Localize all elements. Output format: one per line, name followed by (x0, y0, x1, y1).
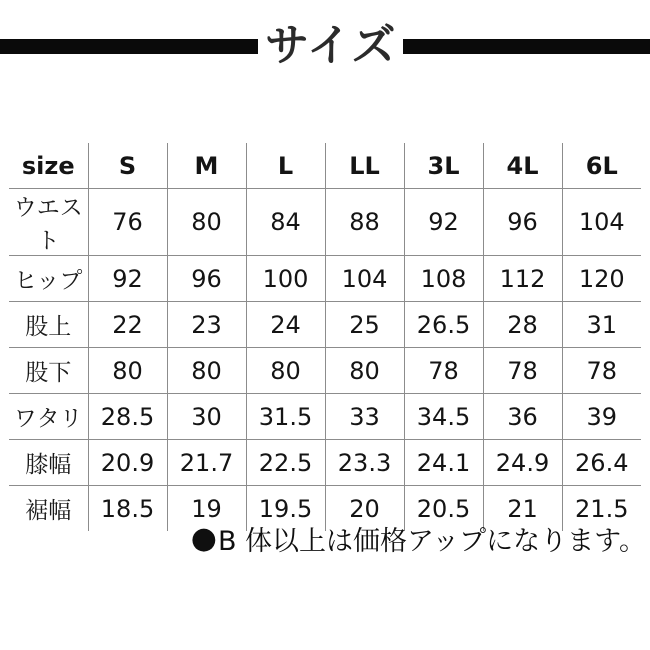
row-label: 膝幅 (9, 440, 88, 486)
value-cell: 96 (167, 256, 246, 302)
value-cell: 96 (483, 189, 562, 256)
price-note-text: B 体以上は価格アップになります。 (217, 526, 646, 557)
value-cell: 21.5 (562, 486, 641, 532)
value-cell: 19 (167, 486, 246, 532)
value-cell: 31 (562, 302, 641, 348)
title-band (0, 16, 650, 76)
value-cell: 76 (88, 189, 167, 256)
value-cell: 28 (483, 302, 562, 348)
size-table-header-row (9, 143, 641, 189)
value-cell: 24.9 (483, 440, 562, 486)
size-table (9, 143, 641, 531)
value-cell: 104 (325, 256, 404, 302)
value-cell: 104 (562, 189, 641, 256)
title-right-bar (403, 39, 650, 54)
value-cell: 80 (167, 189, 246, 256)
value-cell: 112 (483, 256, 562, 302)
table-row (9, 189, 641, 256)
value-cell: 80 (246, 348, 325, 394)
value-cell: 92 (404, 189, 483, 256)
page-title: サイズ (265, 19, 397, 71)
value-cell: 24 (246, 302, 325, 348)
value-cell: 34.5 (404, 394, 483, 440)
value-cell: 22 (88, 302, 167, 348)
value-cell: 28.5 (88, 394, 167, 440)
value-cell: 31.5 (246, 394, 325, 440)
row-label: 裾幅 (25, 498, 72, 524)
value-cell: 80 (167, 348, 246, 394)
value-cell: 39 (562, 394, 641, 440)
table-row (9, 348, 641, 394)
header-cell-S: S (88, 143, 167, 189)
value-cell: 92 (88, 256, 167, 302)
value-cell: 84 (246, 189, 325, 256)
value-cell: 88 (325, 189, 404, 256)
value-cell: 22.5 (246, 440, 325, 486)
value-cell: 21 (483, 486, 562, 532)
header-cell-LL: LL (325, 143, 404, 189)
value-cell: 78 (562, 348, 641, 394)
value-cell: 26.5 (404, 302, 483, 348)
value-cell: 78 (483, 348, 562, 394)
value-cell: 20.9 (88, 440, 167, 486)
table-row (9, 394, 641, 440)
table-row (9, 440, 641, 486)
value-cell: 30 (167, 394, 246, 440)
value-cell: 36 (483, 394, 562, 440)
bullet-icon: ● (190, 520, 217, 556)
size-table-body (9, 143, 641, 531)
value-cell: 80 (88, 348, 167, 394)
value-cell: 80 (325, 348, 404, 394)
row-label: ウエスト (9, 189, 88, 256)
value-cell: 20.5 (404, 486, 483, 532)
title-left-bar (0, 39, 258, 54)
value-cell: 33 (325, 394, 404, 440)
header-cell-size-label: size (9, 143, 88, 189)
value-cell: 100 (246, 256, 325, 302)
row-label: ワタリ (9, 394, 88, 440)
header-cell-4L: 4L (483, 143, 562, 189)
value-cell: 120 (562, 256, 641, 302)
table-row (9, 256, 641, 302)
header-cell-M: M (167, 143, 246, 189)
header-cell-L: L (246, 143, 325, 189)
value-cell: 24.1 (404, 440, 483, 486)
value-cell: 25 (325, 302, 404, 348)
price-note (191, 519, 646, 558)
header-cell-3L: 3L (404, 143, 483, 189)
value-cell: 23 (167, 302, 246, 348)
value-cell: 26.4 (562, 440, 641, 486)
row-label: 股下 (9, 348, 88, 394)
value-cell: 21.7 (167, 440, 246, 486)
value-cell: 18.5 (88, 486, 167, 532)
row-label: ヒップ (9, 256, 88, 302)
row-label: 股上 (9, 302, 88, 348)
value-cell: 23.3 (325, 440, 404, 486)
value-cell: 20 (325, 486, 404, 532)
value-cell: 108 (404, 256, 483, 302)
table-row (9, 302, 641, 348)
header-cell-6L: 6L (562, 143, 641, 189)
value-cell: 19.5 (246, 486, 325, 532)
value-cell: 78 (404, 348, 483, 394)
